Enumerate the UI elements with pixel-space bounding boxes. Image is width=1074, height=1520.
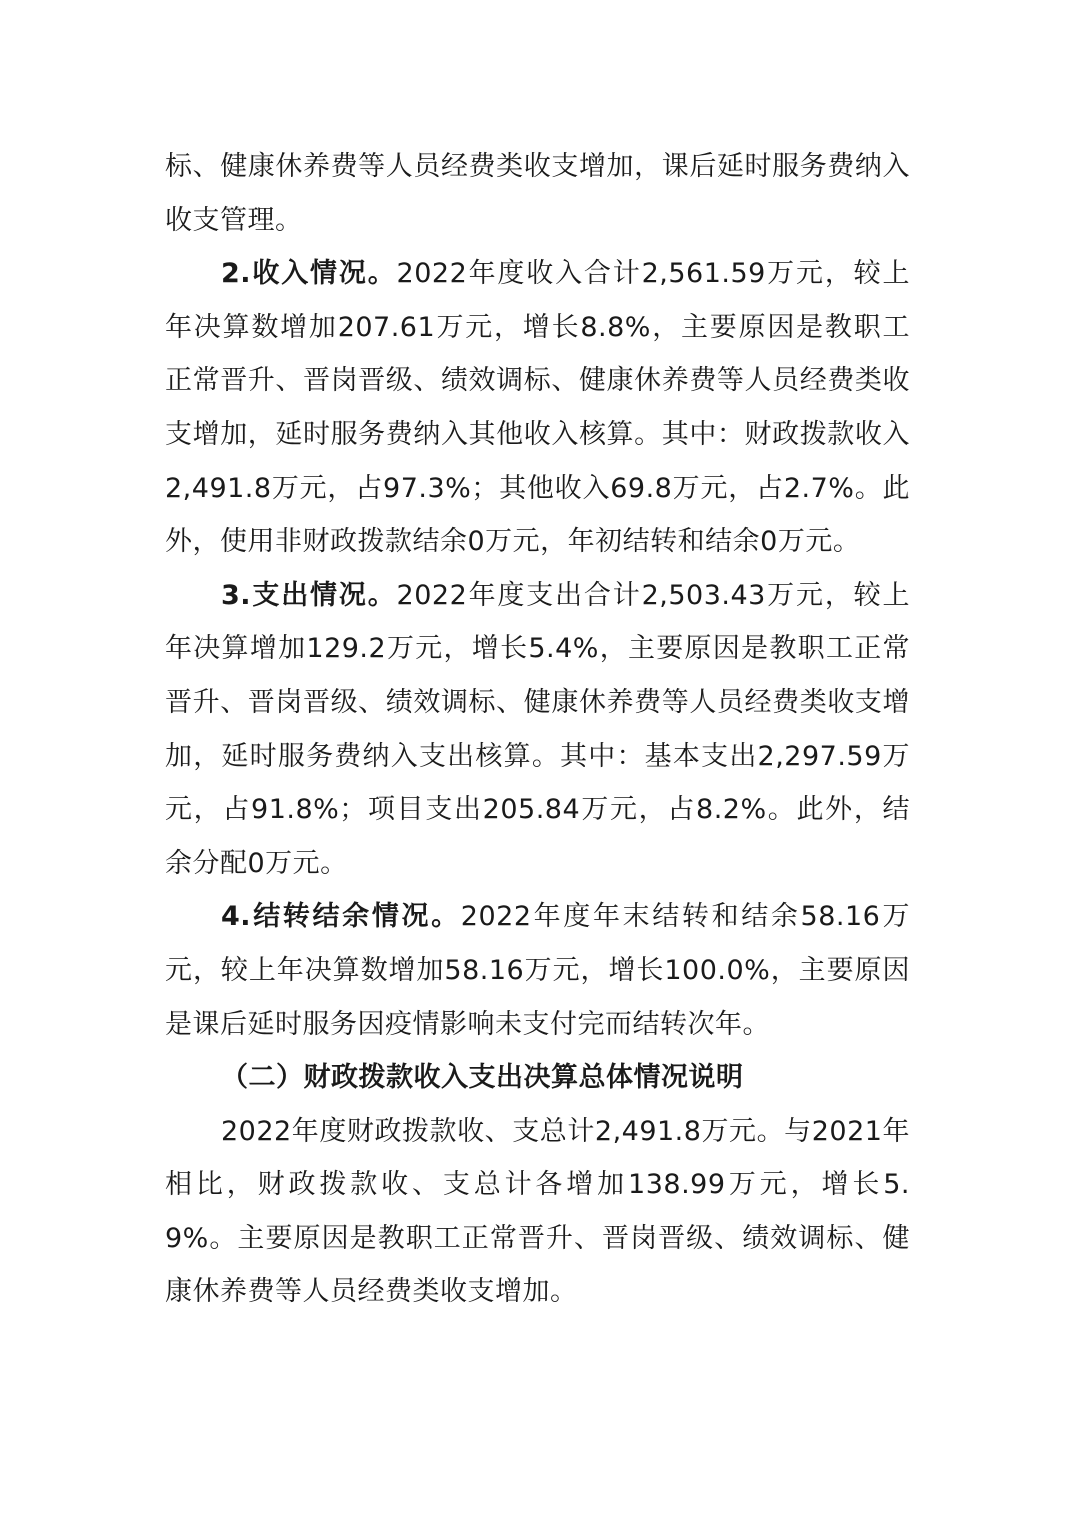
income-heading: 2.收入情况。 (221, 258, 397, 290)
document-body (165, 140, 910, 1319)
expenditure-paragraph (165, 569, 910, 891)
continuation-paragraph: 标、健康休养费等人员经费类收支增加，课后延时服务费纳入收支管理。 (165, 151, 910, 236)
carryover-paragraph (165, 890, 910, 1051)
income-paragraph (165, 247, 910, 569)
expenditure-text: 2022年度支出合计2,503.43万元，较上年决算增加129.2万元，增长5.4%，主要原因是教职工正常晋升、晋岗晋级、绩效调标、健康休养费等人员经费类收支增加，延时服务费纳入支出核算。其中：基本支出2,297.59万元，占91.8%；项目支出205.84万元，占8.2%。此外，结余分配0万元。 (165, 579, 910, 879)
income-text: 2022年度收入合计2,561.59万元，较上年决算数增加207.61万元，增长8.8%，主要原因是教职工正常晋升、晋岗晋级、绩效调标、健康休养费等人员经费类收支增加，延时服务费纳入其他收入核算。其中：财政拨款收入2,491.8万元，占97.3%；其他收入69.8万元，占2.7%。此外，使用非财政拨款结余0万元，年初结转和结余0万元。 (165, 258, 910, 558)
carryover-heading: 4.结转结余情况。 (221, 901, 461, 933)
fiscal-appropriation-paragraph: 2022年度财政拨款收、支总计2,491.8万元。与2021年相比，财政拨款收、支总计各增加138.99万元，增长5.9%。主要原因是教职工正常晋升、晋岗晋级、绩效调标、健康休养费等人员经费类收支增加。 (165, 1115, 910, 1308)
section-subheading: （二）财政拨款收入支出决算总体情况说明 (221, 1062, 744, 1094)
expenditure-heading: 3.支出情况。 (221, 579, 397, 611)
carryover-text: 2022年度年末结转和结余58.16万元，较上年决算数增加58.16万元，增长100.0%，主要原因是课后延时服务因疫情影响未支付完而结转次年。 (165, 901, 910, 1040)
